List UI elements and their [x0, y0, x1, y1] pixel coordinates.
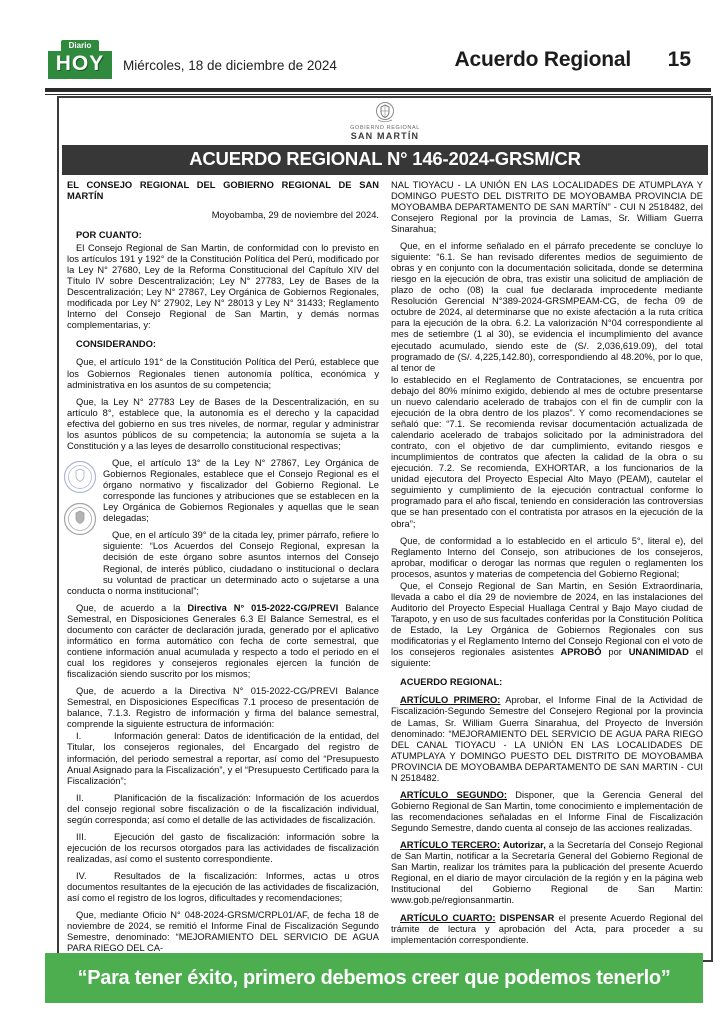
watermark-seal-icon — [63, 502, 97, 536]
aprobo-bold: APROBÓ — [560, 647, 602, 658]
paragraph: Que, el artículo 13° de la Ley N° 27867, Ley Orgánica de Gobiernos Regionales, establece que el Consejo Regional es el órgano normativo y fiscalizador del Gobierno Regional. Le corresponde las funciones y atribuciones que se establecen en la Ley Orgánica de Gobiernos Regionales y aquellas que le sean delegadas; — [103, 457, 379, 524]
org-name-label: SAN MARTÍN — [350, 131, 420, 142]
page-number: 15 — [667, 48, 691, 71]
masthead-rule — [45, 88, 711, 95]
article-text: Aprobar, el Informe Final de la Actividad de Fiscalización-Segundo Semestre del Consejero Regional por la provincia de Lamas, Sr. William Guerra Sinarahua, del Proyecto de Inversión denominado: “MEJORAMIENTO DEL SERVICIO DE AGUA PARA RIEGO DEL CANAL TIOYACU - LA UNIÓN EN LAS LOCALIDADES DE ATUMPLAYA Y DOMINGO PUESTO DEL DISTRITO DE MOYOBAMBA PROVINCIA DE MOYOBAMBA DEPARTAMENTO DE SAN MARTIN - CUI N 2518482. — [391, 695, 703, 783]
considerando-heading: CONSIDERANDO: — [76, 339, 156, 350]
article-lead: ARTÍCULO CUARTO: — [400, 912, 496, 923]
directiva-bold: Directiva N° 015-2022-CG/PREVI — [187, 602, 339, 613]
paragraph: Que, de conformidad a lo establecido en el articulo 5°, literal e), del Reglamento Interno del Consejo, son atribuciones de los consejeros, aprobar, modificar o derogar las normas que regulen o reglamenten los procesos, asuntos y materias de competencia del Gobierno Regional; — [391, 535, 703, 579]
logo-hoy-label: HOY — [48, 51, 112, 79]
autorizar-bold: Autorizar, — [500, 840, 546, 851]
document-frame — [57, 96, 713, 962]
paragraph — [67, 603, 379, 680]
footer-quote-bar — [45, 953, 703, 1003]
paragraph: Que, mediante Oficio N° 048-2024-GRSM/CRPL01/AF, de fecha 18 de noviembre de 2024, se remitió el Informe Final de Fiscalización Segundo Semestre, denominado: “MEJORAMIENTO DEL SERVICIO DE AGUA PARA RIEGO DEL CA- — [67, 910, 379, 954]
paragraph: Que, el artículo 191° de la Constitución Política del Perú, establece que los Gobiernos Regionales tienen autonomía política, económica y administrativa en los asuntos de su competencia; — [67, 357, 379, 390]
roman-numeral: II. — [76, 792, 84, 803]
document-body — [59, 175, 711, 962]
list-item-text: Planificación de la fiscalización: Información de los acuerdos del consejo regional sobre fiscalización o de la fiscalización individual, según corresponda; así como el detalle de las actividades de fiscalización. — [67, 792, 379, 825]
org-small-label: GOBIERNO REGIONAL — [350, 125, 420, 131]
logo-diario-label: Diario — [61, 40, 99, 51]
list-item-text: Ejecución del gasto de fiscalización: información sobre la ejecución de los recursos otorgados para las actividades de fiscalización realizadas, así como el sustento correspondiente. — [67, 831, 379, 865]
right-column — [391, 180, 703, 962]
paragraph: Que, de acuerdo a la Directiva N° 015-2022-CG/PREVI Balance Semestral, en Disposiciones Específicas 7.1 proceso de presentación de balance, 7.1.3. Registro de información y firma del balance semestral, comprende la siguiente estructura de información: — [67, 686, 379, 730]
roman-numeral: IV. — [76, 871, 87, 882]
list-item — [67, 731, 379, 786]
list-item — [67, 871, 379, 904]
por-cuanto-heading: POR CUANTO: — [76, 229, 142, 240]
article-second — [391, 790, 703, 834]
paragraph: Que, en el artículo 39° de la citada ley, primer párrafo, refiere lo siguiente: “Los Acuerdos del Consejo Regional, expresan la decisión de este órgano sobre asuntos internos del Consejo Regional, de interés público, ciudadano o institucional o declara su voluntad de practicar un determinado acto o sujetarse a una conducta o norma institucional”; — [67, 530, 379, 596]
paragraph: El Consejo Regional de San Martin, de conformidad con lo previsto en los artículos 191 y 192° de la Constitución Política del Perú, modificado por la Ley N° 27680, Ley de la Reforma Constitucional del Capítulo XIV del Título IV sobre Descentralización; Ley N° 27783, Ley de Bases de la Descentralización; Ley N° 27867, Ley Orgánica de Gobiernos Regionales, modificada por Ley N° 27902, Ley N° 28013 y Ley N° 31433; Reglamento Interno del Consejo Regional de San Martin, y demás normas complementarias, y: — [67, 242, 379, 331]
article-text: el presente Acuerdo Regional del trámite de lectura y aprobación del Acta, para proceder a su implementación correspondiente. — [391, 912, 703, 945]
acuerdo-regional-heading: ACUERDO REGIONAL: — [400, 677, 503, 688]
article-lead: ARTÍCULO PRIMERO: — [400, 695, 501, 706]
roman-numeral: I. — [76, 731, 82, 742]
paragraph-text: Que, el Consejo Regional de San Martin, en Sesión Extraordinaria, llevada a cabo el día 29 de noviembre de 2024, en las instalaciones del Auditorio del Proyecto Especial Huallaga Central y Bajo Mayo ciudad de Tarapoto, y en uso de sus facultades conferidas por la Constitución Política de Estado, la Ley Orgánica de Gobiernos Regionales con sus modificatorias y el Reglamento Interno del Consejo Regional con el voto de los consejeros regionales asistentes — [391, 580, 703, 658]
watermark-seals — [63, 460, 97, 576]
masthead — [45, 40, 711, 86]
paragraph: Que, en el informe señalado en el párrafo precedente se concluye lo siguiente: “6.1. Se han revisado diferentes medios de seguimiento de obras y en conjunto con la documentación solicitada, donde se determina riesgo en la ejecución de obra, tras existir una solicitud de ampliación de plazo de ocho (08) la cual fue declarada improcedente mediante Resolución Gerencial N°389-2024-GRSMPEAM-CG, de fecha 09 de octubre de 2024, al determinarse que no existe afectación a la ruta crítica para la ejecución de la obra. 6.2. La valorización N°04 correspondiente al mes de setiembre (1 al 30), se evidencia el incumplimiento del avance ejecutado acumulado, siendo este de (S/. 2,036,619.09), del total programado de (S/. 4,225,142.80), correspondiendo al 48.20%, por lo que, al tenor de — [391, 240, 703, 373]
article-lead: ARTÍCULO TERCERO: — [400, 840, 501, 851]
dispensar-bold: DISPENSAR — [495, 912, 555, 923]
section-title: Acuerdo Regional — [454, 48, 631, 71]
paragraph: NAL TIOYACU - LA UNIÓN EN LAS LOCALIDADES DE ATUMPLAYA Y DOMINGO PUESTO DEL DISTRITO DE MOYOBAMBA PROVINCIA DE MOYOBAMBA DEPARTAMENTO DE SAN MARTÍN” - CUI N 2518482, del Consejero Regional por la provincia de Lamas, Sr. William Guerra Sinarahua; — [391, 179, 703, 234]
paragraph-text: por — [601, 647, 629, 658]
article-first — [391, 695, 703, 784]
paragraph — [391, 581, 703, 670]
watermark-seal-icon — [63, 460, 97, 494]
council-heading: EL CONSEJO REGIONAL DEL GOBIERNO REGIONAL DE SAN MARTÍN — [67, 179, 379, 201]
article-fourth — [391, 913, 703, 946]
quote-text: “Para tener éxito, primero debemos creer que podemos tenerlo” — [77, 966, 671, 989]
left-column — [67, 180, 379, 962]
list-item-text: Información general: Datos de identificación de la entidad, del Titular, los consejeros regionales, del Encargado del registro de información, del periodo semestral a reportar, así como del “Presupuesto Anual Asignado para la Fiscalización”, y el “Presupuesto Certificado para la Fiscalización”; — [67, 731, 379, 786]
paragraph-text: el siguiente: — [391, 647, 703, 669]
paragraph: lo establecido en el Reglamento de Contrataciones, se encuentra por debajo del 80% mínimo exigido, debiendo al mes de octubre presentarse un nuevo calendario acelerado de trabajos con el fin de cumplir con la ejecución de la obra dentro de los plazos”. Y como recomendaciones se señaló que: “7.1. Se recomienda revisar documentación actualizada de calendario acelerado de trabajos solicitado por la administradora del contrato, con el objetivo de dar cumplimiento, evitando riesgos e incumplimientos de contratos que afecten la calidad de la obra o su ejecución. 7.2. Se recomienda, EXHORTAR, a los funcionarios de la unidad ejecutora del Proyecto Especial Alto Mayo (PEAM), cautelar el seguimiento y cumplimiento de la ejecución contractual conforme lo programado para el año fiscal, teniendo en consideración las controversias que se han presentado con el contratista por atrasos en la ejecución de la obra”; — [391, 374, 703, 529]
article-text: a la Secretaría del Consejo Regional de San Martin, notificar a la Secretaría General del Gobierno Regional de San Martin, realizar los trámites para la publicación del presente Acuerdo Regional, en el diario de mayor circulación de la región y en la página web Institucional del Gobierno Regional de San Martin: www.gob.pe/regionsanmartin. — [391, 840, 703, 906]
list-item — [67, 793, 379, 826]
dateline: Moyobamba, 29 de noviembre del 2024. — [211, 209, 379, 220]
coat-of-arms-icon — [374, 101, 396, 125]
article-third — [391, 840, 703, 906]
org-seal — [59, 98, 711, 142]
edition-date: Miércoles, 18 de diciembre de 2024 — [123, 58, 337, 73]
paragraph: Que, la Ley N° 27783 Ley de Bases de la Descentralización, en su artículo 8°, establece que, la autonomía es el derecho y la capacidad efectiva del gobierno en sus tres niveles, de normar, regular y administrar los asuntos públicos de su competencia; la autonomía se sujeta a la Constitución y a las leyes de desarrollo constitucional respectivas; — [67, 396, 379, 451]
list-item — [67, 832, 379, 865]
list-item-text: Resultados de la fiscalización: Informes, actas u otros documentos resultantes de la ejecución de las actividades de fiscalización, así como el registro de los logros, dificultades y recomendaciones; — [67, 871, 379, 904]
article-lead: ARTÍCULO SEGUNDO: — [400, 789, 507, 800]
paragraph-text: Que, de acuerdo a la — [76, 602, 188, 613]
roman-numeral: III. — [76, 831, 87, 842]
banner-title: ACUERDO REGIONAL N° 146-2024-GRSM/CR — [62, 145, 708, 175]
paragraph-text: Balance Semestral, en Disposiciones Generales 6.3 El Balance Semestral, es el documento con carácter de declaración jurada, generado por el aplicativo informático en forma automático con fecha de corte semestral, que contiene información anual acumulada y respecto a todo el periodo en el cual los regidores y consejeros regionales ejercen la función de fiscalización siendo suscrito por los mismos; — [67, 602, 379, 680]
article-text: Disponer, que la Gerencia General del Gobierno Regional de San Martin, tome conocimiento e implementación de las recomendaciones señaladas en el Informe Final de Fiscalización Segundo Semestre, dando cuenta al consejo de las acciones realizadas. — [391, 789, 703, 834]
unanimidad-bold: UNANIMIDAD — [628, 647, 689, 658]
newspaper-logo — [48, 40, 112, 79]
